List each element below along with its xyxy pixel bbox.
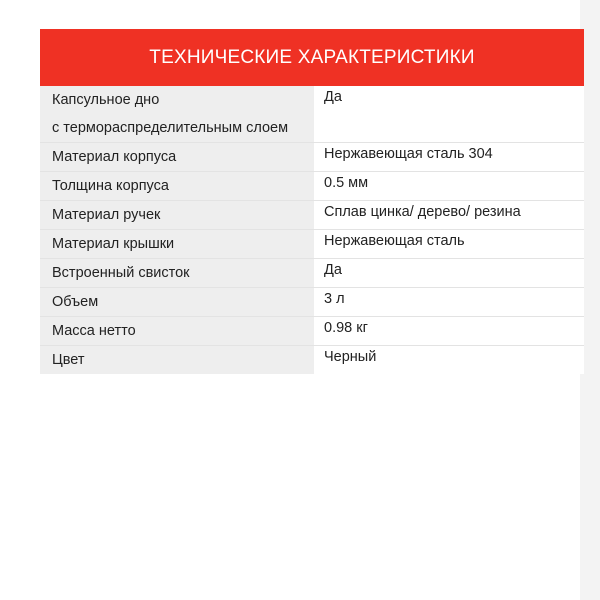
spec-value bbox=[314, 317, 584, 346]
spec-value-text: Нержавеющая сталь 304 bbox=[324, 146, 493, 162]
table-row bbox=[40, 346, 584, 375]
spec-label-line: с терморaспределительным слоем bbox=[52, 120, 289, 136]
spec-label bbox=[40, 346, 314, 375]
spec-value-text: Да bbox=[324, 262, 342, 278]
spec-label-line: Цвет bbox=[52, 352, 85, 368]
spec-label-line: Толщина корпуса bbox=[52, 178, 169, 194]
table-row bbox=[40, 230, 584, 259]
table-row bbox=[40, 201, 584, 230]
spec-label bbox=[40, 86, 314, 143]
spec-label bbox=[40, 317, 314, 346]
spec-value bbox=[314, 172, 584, 201]
spec-value bbox=[314, 230, 584, 259]
spec-value bbox=[314, 346, 584, 375]
spec-header bbox=[40, 29, 584, 86]
spec-label bbox=[40, 172, 314, 201]
spec-card bbox=[40, 29, 584, 374]
spec-table bbox=[40, 86, 584, 374]
spec-label bbox=[40, 259, 314, 288]
spec-label bbox=[40, 288, 314, 317]
table-row bbox=[40, 86, 584, 143]
spec-label bbox=[40, 201, 314, 230]
spec-label-line: Материал ручек bbox=[52, 207, 161, 223]
table-row bbox=[40, 143, 584, 172]
spec-title: ТЕХНИЧЕСКИЕ ХАРАКТЕРИСТИКИ bbox=[149, 46, 475, 68]
spec-value bbox=[314, 86, 584, 143]
spec-label-line: Материал крышки bbox=[52, 236, 175, 252]
spec-value-text: 0.5 мм bbox=[324, 175, 369, 191]
spec-value bbox=[314, 288, 584, 317]
spec-value-text: Да bbox=[324, 89, 342, 105]
spec-value bbox=[314, 201, 584, 230]
table-row bbox=[40, 172, 584, 201]
spec-label-line: Масса нетто bbox=[52, 323, 136, 339]
spec-label-line: Капсульное дно bbox=[52, 92, 160, 108]
spec-label-line: Материал корпуса bbox=[52, 149, 177, 165]
spec-label bbox=[40, 230, 314, 259]
spec-label-line: Объем bbox=[52, 294, 99, 310]
table-row bbox=[40, 259, 584, 288]
spec-value-text: 3 л bbox=[324, 291, 345, 307]
spec-value-text: Черный bbox=[324, 349, 377, 365]
spec-value bbox=[314, 143, 584, 172]
spec-value-text: 0.98 кг bbox=[324, 320, 368, 336]
spec-label-line: Встроенный свисток bbox=[52, 265, 190, 281]
spec-value bbox=[314, 259, 584, 288]
table-row bbox=[40, 317, 584, 346]
spec-value-text: Сплав цинка/ дерево/ резина bbox=[324, 204, 521, 220]
spec-value-text: Нержавеющая сталь bbox=[324, 233, 465, 249]
spec-label bbox=[40, 143, 314, 172]
table-row bbox=[40, 288, 584, 317]
